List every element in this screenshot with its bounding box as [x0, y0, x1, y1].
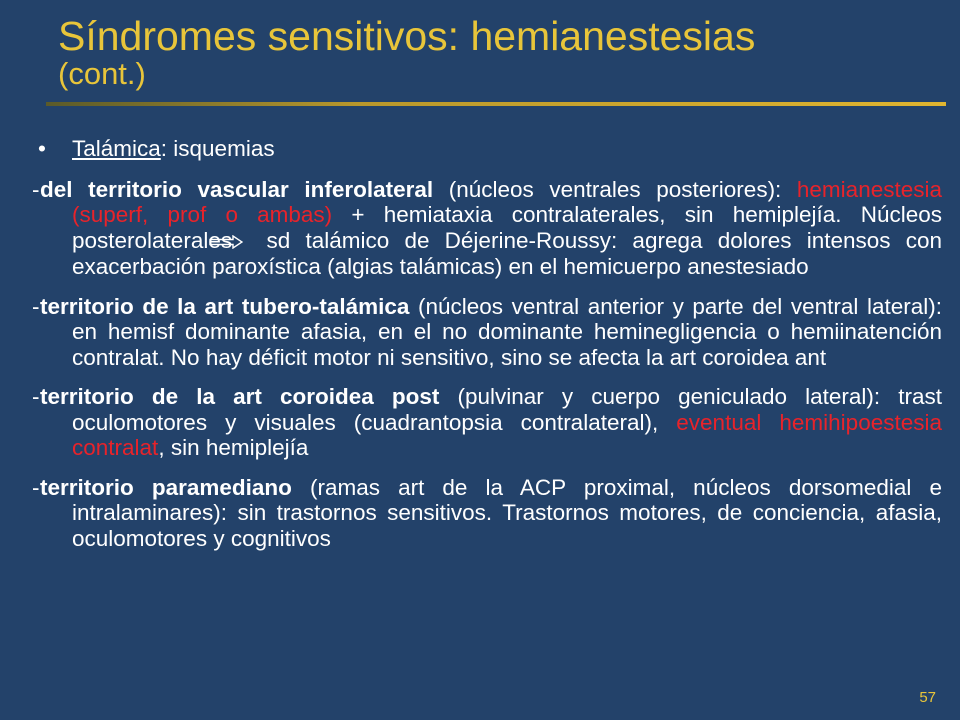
para-heading: del territorio vascular inferolateral — [40, 176, 434, 202]
slide-title-main: Síndromes sensitivos: hemianestesias — [58, 13, 756, 59]
slide-title — [58, 14, 938, 91]
para-highlight: eventual hemihipoestesia contralat — [72, 409, 942, 461]
paragraph-paramediano — [32, 475, 942, 552]
bullet-label: Talámica — [72, 136, 161, 161]
bullet-rest: : isquemias — [160, 136, 275, 161]
slide-title-cont: (cont.) — [58, 56, 146, 92]
paragraph-inferolateral — [32, 177, 942, 280]
para-highlight: hemianestesia (superf, prof o ambas) — [72, 176, 942, 227]
para-text: (ramas art de la ACP proximal, núcleos dorsomedial e intralaminares): sin trastornos sensitivos. Trastornos motores, de conciencia, afasia, oculomotores y cognitivos — [72, 474, 942, 551]
para-heading: territorio de la art coroidea post — [40, 384, 440, 410]
title-underline-divider — [46, 102, 946, 106]
para-text: (núcleos ventrales posteriores): — [433, 176, 797, 202]
para-text: , sin hemiplejía — [158, 435, 309, 461]
page-number: 57 — [919, 689, 936, 706]
para-text: (núcleos ventral anterior y parte del ventral lateral): en hemisf dominante afasia, en el no dominante heminegligencia o hemiinatención contralat. No hay déficit motor ni sensitivo, sino se afecta la art coroidea ant — [72, 293, 942, 370]
paragraph-tubero-talamica — [32, 294, 942, 371]
para-dash: - — [32, 176, 40, 202]
para-text: + hemiataxia contralaterales, sin hemiplejía. Núcleos posterolaterales — [72, 202, 942, 253]
para-text: (pulvinar y cuerpo geniculado lateral): trast oculomotores y visuales (cuadrantopsia contralateral), — [72, 384, 942, 435]
para-dash: - — [32, 384, 40, 410]
para-dash: - — [32, 293, 40, 319]
para-dash: - — [32, 474, 40, 500]
bullet-dot-icon: • — [38, 136, 46, 161]
para-text: sd talámico de Déjerine-Roussy: agrega dolores intensos con exacerbación paroxística (algias talámicas) en el hemicuerpo anestesiado — [72, 227, 942, 280]
para-heading: territorio paramediano — [40, 474, 292, 500]
para-heading: territorio de la art tubero-talámica — [40, 293, 410, 319]
bullet-talamica — [32, 136, 942, 162]
slide-body — [32, 136, 942, 565]
paragraph-coroidea-post — [32, 384, 942, 461]
